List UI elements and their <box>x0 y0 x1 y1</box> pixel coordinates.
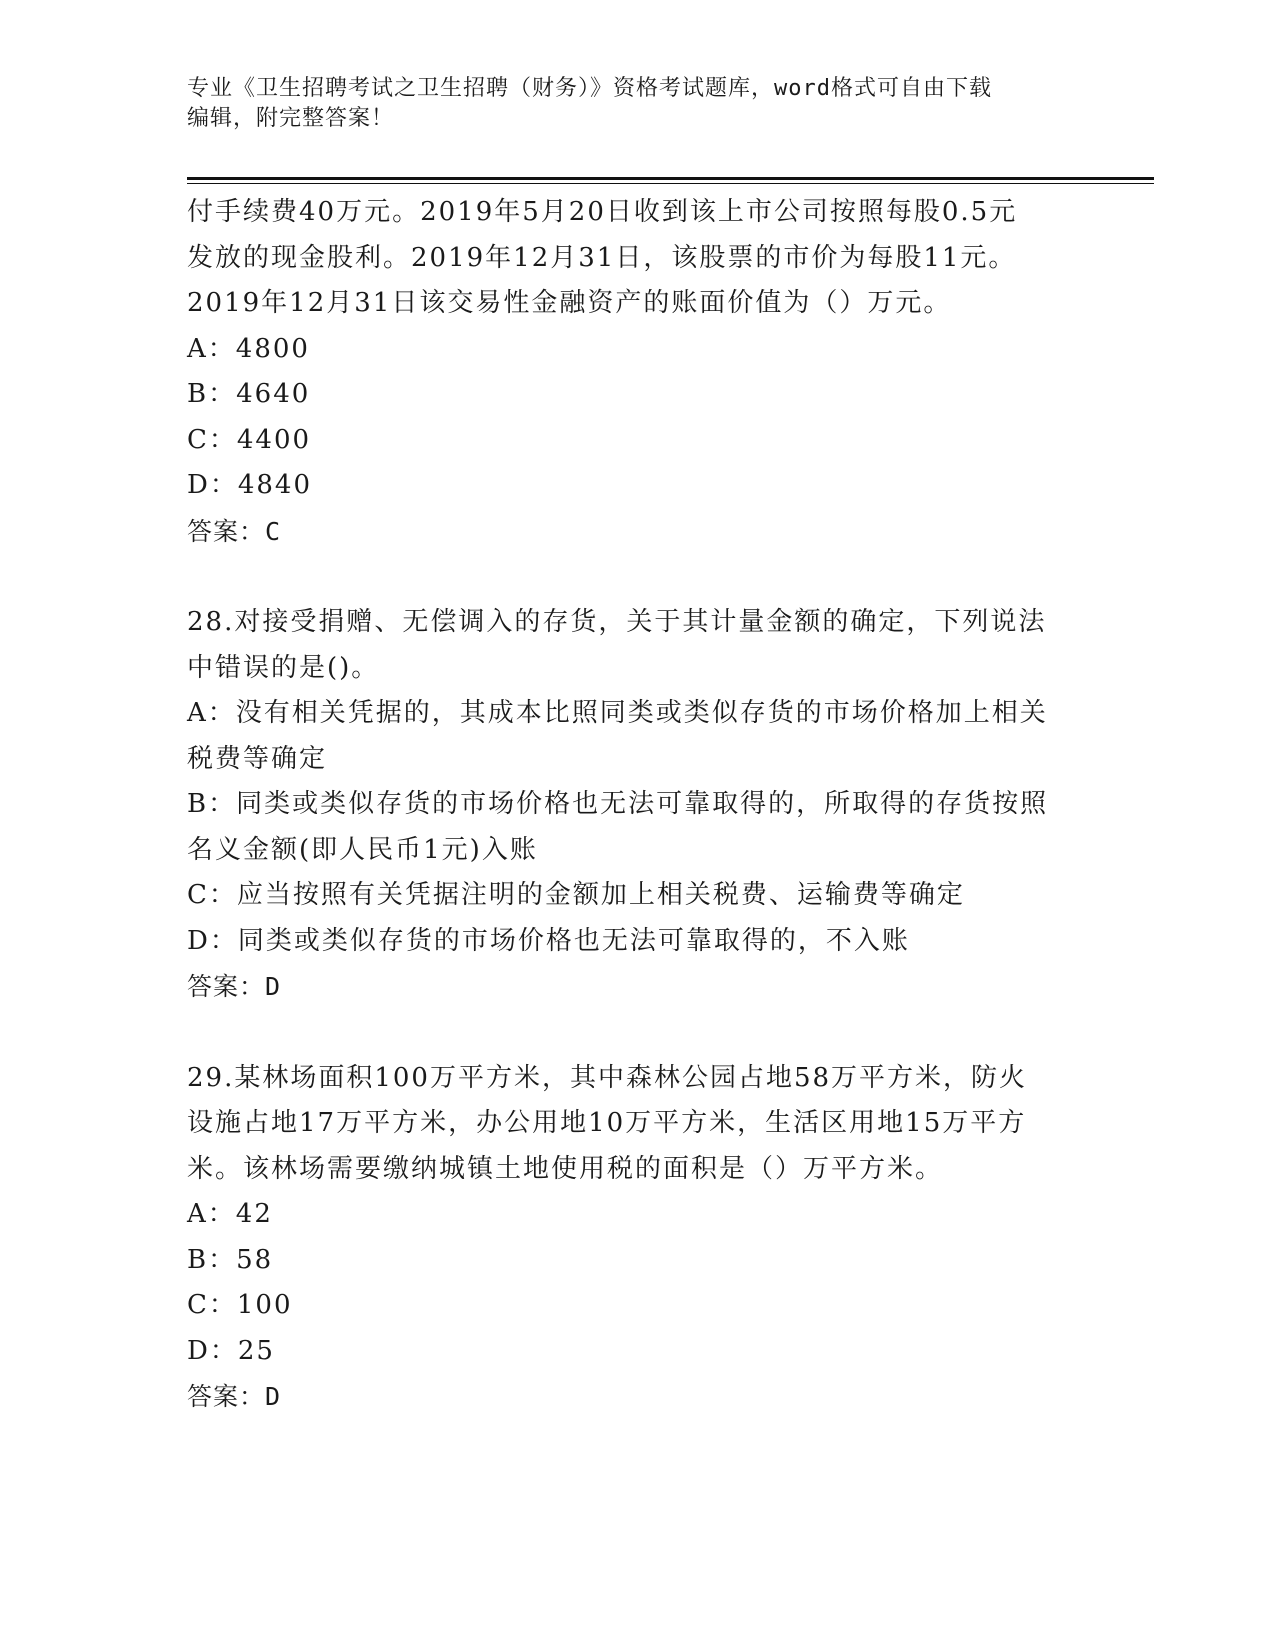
question-28 <box>187 600 1087 1010</box>
question-text-line: 米。该林场需要缴纳城镇土地使用税的面积是（）万平方米。 <box>187 1153 944 1184</box>
answer-line: 答案：D <box>187 972 282 1001</box>
option-a: A：4800 <box>187 333 310 364</box>
option-b: B：同类或类似存货的市场价格也无法可靠取得的，所取得的存货按照 <box>187 789 1049 819</box>
question-text-line: 29.某林场面积100万平方米，其中森林公园占地58万平方米，防火 <box>187 1062 1028 1093</box>
option-d: D：25 <box>187 1335 275 1366</box>
option-b-continued: 名义金额(即人民币1元)入账 <box>187 834 538 865</box>
question-27 <box>187 190 1087 554</box>
document-header <box>187 74 1087 134</box>
option-c: C：4400 <box>187 424 312 455</box>
option-a-continued: 税费等确定 <box>187 743 328 774</box>
spacer <box>187 554 1087 600</box>
header-divider-thick <box>187 177 1154 180</box>
option-b: B：58 <box>187 1244 274 1275</box>
answer-line: 答案：D <box>187 1382 282 1411</box>
option-a: A：42 <box>187 1199 273 1229</box>
option-c: C：应当按照有关凭据注明的金额加上相关税费、运输费等确定 <box>187 880 965 910</box>
question-text-line: 发放的现金股利。2019年12月31日，该股票的市价为每股11元。 <box>187 242 1017 273</box>
header-divider-thin <box>187 183 1154 184</box>
option-a: A：没有相关凭据的，其成本比照同类或类似存货的市场价格加上相关 <box>187 698 1048 728</box>
question-text-line: 设施占地17万平方米，办公用地10万平方米，生活区用地15万平方 <box>187 1108 1027 1138</box>
option-b: B：4640 <box>187 379 311 409</box>
question-text-line: 2019年12月31日该交易性金融资产的账面价值为（）万元。 <box>187 288 952 318</box>
spacer <box>187 1010 1087 1056</box>
option-c: C：100 <box>187 1290 293 1320</box>
question-content <box>187 190 1087 1420</box>
question-text-line: 28.对接受捐赠、无偿调入的存货，关于其计量金额的确定，下列说法 <box>187 607 1047 637</box>
option-d: D：4840 <box>187 470 313 500</box>
question-text-line: 付手续费40万元。2019年5月20日收到该上市公司按照每股0.5元 <box>187 197 1018 227</box>
header-line-2: 编辑，附完整答案！ <box>187 106 395 131</box>
answer-line: 答案：C <box>187 516 282 546</box>
question-text-line: 中错误的是()。 <box>187 652 380 683</box>
header-line-1: 专业《卫生招聘考试之卫生招聘（财务）》资格考试题库，word格式可自由下载 <box>187 76 992 101</box>
option-d: D：同类或类似存货的市场价格也无法可靠取得的，不入账 <box>187 925 910 956</box>
question-29 <box>187 1056 1087 1420</box>
